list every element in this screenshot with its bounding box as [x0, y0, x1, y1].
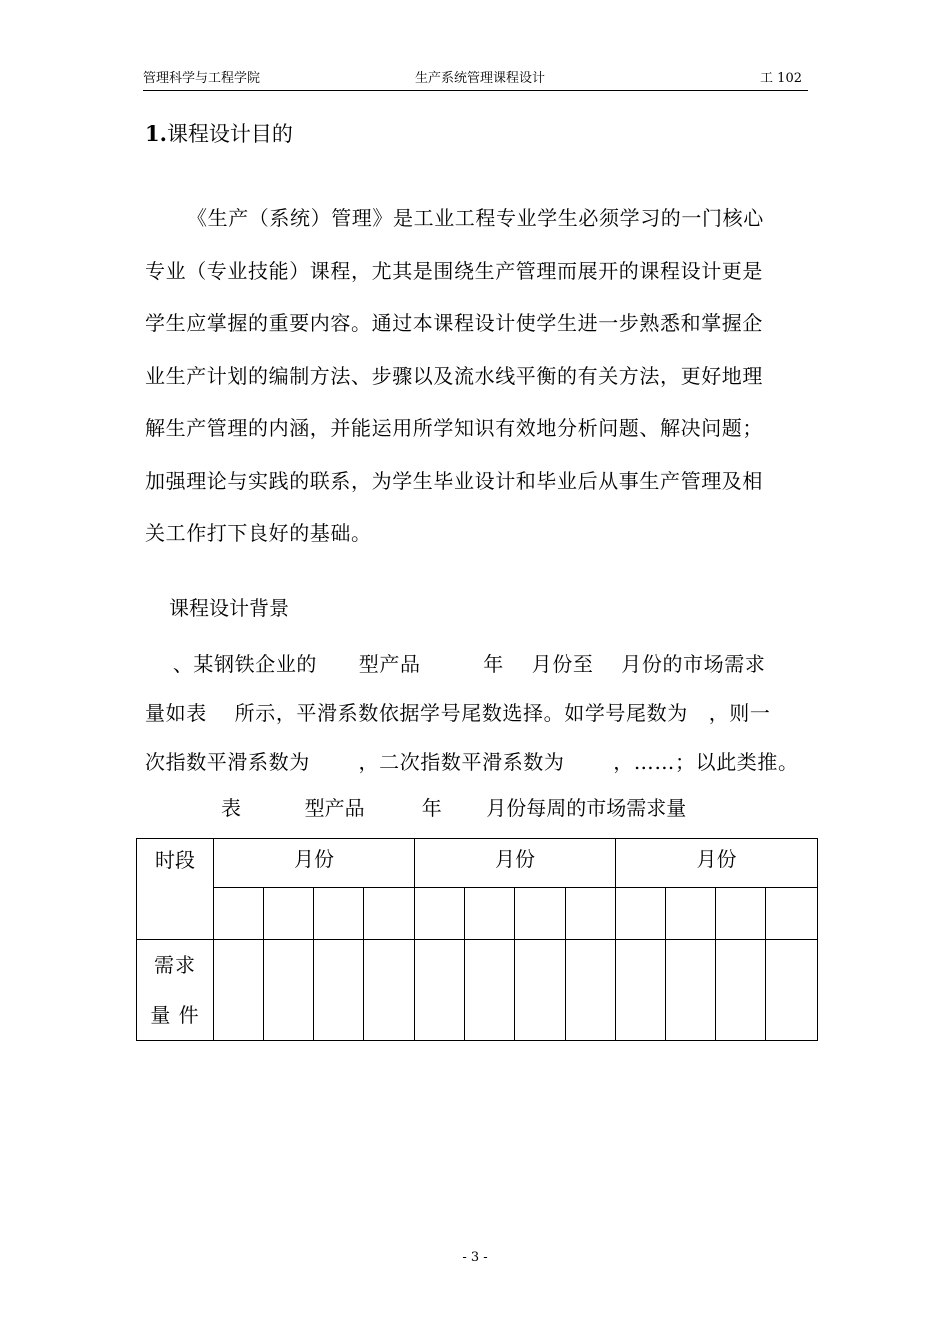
page-number: - 3 - [462, 1250, 488, 1265]
demand-cell [214, 940, 264, 1041]
background-line: 、某钢铁企业的 型产品 年 月份至 月份的市场需求 [145, 652, 766, 676]
week-cell [214, 888, 264, 940]
purpose-line: 《生产（系统）管理》是工业工程专业学生必须学习的一门核心 [187, 206, 764, 230]
demand-label-line1: 需求 [154, 953, 196, 977]
purpose-line: 专业（专业技能）课程，尤其是围绕生产管理而展开的课程设计更是 [145, 258, 763, 283]
table-row [137, 940, 818, 1041]
demand-cell [264, 940, 314, 1041]
demand-label-line2: 量 件 [150, 1003, 200, 1027]
demand-cell [766, 940, 818, 1041]
week-cell [465, 888, 515, 940]
purpose-line: 关工作打下良好的基础。 [145, 521, 372, 545]
section-heading [145, 118, 293, 150]
header-class: 工 102 [760, 71, 802, 86]
demand-header [137, 940, 214, 1041]
section-number: 1. [145, 121, 167, 146]
demand-cell [415, 940, 465, 1041]
demand-cell [716, 940, 766, 1041]
demand-cell [515, 940, 566, 1041]
purpose-line: 学生应掌握的重要内容。通过本课程设计使学生进一步熟悉和掌握企 [145, 311, 763, 335]
demand-cell [314, 940, 364, 1041]
week-cell [314, 888, 364, 940]
month-header: 月份 [415, 839, 616, 888]
background-heading: 课程设计背景 [169, 596, 289, 620]
week-cell [716, 888, 766, 940]
demand-cell [364, 940, 415, 1041]
demand-cell [566, 940, 616, 1041]
purpose-line: 加强理论与实践的联系，为学生毕业设计和毕业后从事生产管理及相 [145, 468, 763, 493]
table-row [137, 839, 818, 888]
week-cell [264, 888, 314, 940]
purpose-paragraph [145, 192, 807, 560]
month-header: 月份 [214, 839, 415, 888]
purpose-line: 业生产计划的编制方法、步骤以及流水线平衡的有关方法，更好地理 [145, 363, 763, 388]
week-cell [616, 888, 666, 940]
demand-table [136, 838, 818, 1041]
demand-cell [666, 940, 716, 1041]
week-cell [566, 888, 616, 940]
section-title-text: 课程设计目的 [166, 122, 293, 146]
demand-cell [616, 940, 666, 1041]
header-school: 管理科学与工程学院 [143, 71, 261, 86]
week-cell [415, 888, 465, 940]
table-row [137, 888, 818, 940]
month-header: 月份 [616, 839, 818, 888]
week-cell [364, 888, 415, 940]
page-header [143, 70, 808, 91]
week-cell [515, 888, 566, 940]
demand-cell [465, 940, 515, 1041]
background-line: 次指数平滑系数为 ，二次指数平滑系数为 ，……；以此类推。 [145, 750, 799, 774]
background-line: 量如表 所示，平滑系数依据学号尾数选择。如学号尾数为 ，则一 [145, 701, 771, 725]
background-paragraph [145, 640, 807, 787]
table-caption: 表 型产品 年 月份每周的市场需求量 [221, 796, 687, 820]
purpose-line: 解生产管理的内涵，并能运用所学知识有效地分析问题、解决问题； [145, 416, 763, 440]
week-cell [666, 888, 716, 940]
week-cell [766, 888, 818, 940]
header-course: 生产系统管理课程设计 [415, 71, 546, 86]
period-header: 时段 [137, 839, 214, 940]
